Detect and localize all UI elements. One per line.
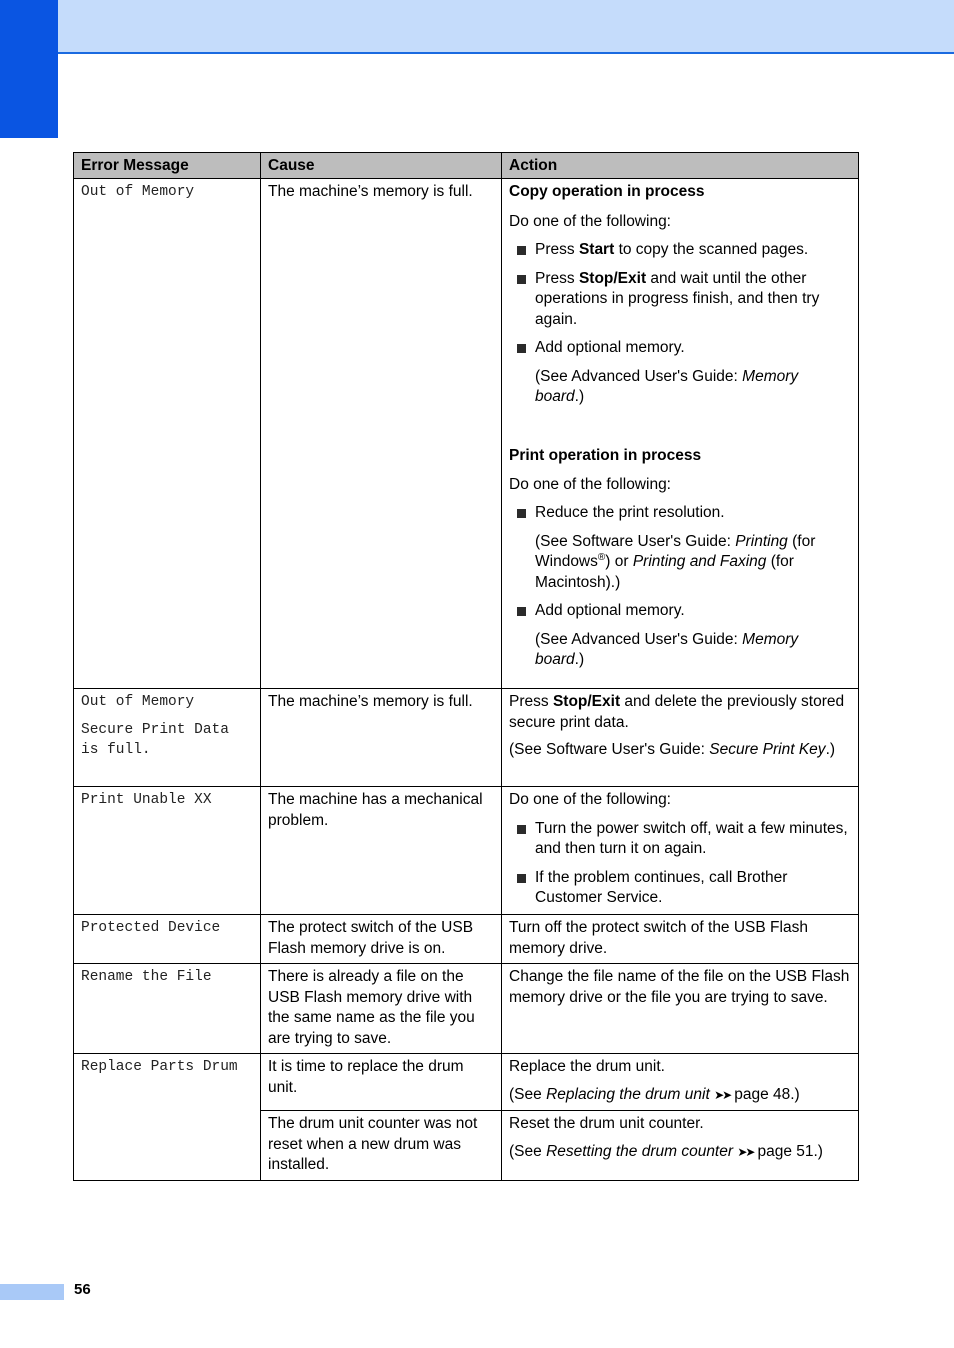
bullet-item: Reduce the print resolution. — [509, 503, 851, 523]
table-row — [74, 964, 859, 1054]
header-error-message: Error Message — [74, 153, 261, 179]
error-message-cell: Out of Memory — [74, 179, 261, 689]
see-reference: (See Replacing the drum unit ➤➤ page 48.) — [509, 1085, 800, 1103]
chapter-tab — [0, 0, 58, 138]
error-table — [73, 152, 859, 1181]
bullet-item: Add optional memory. — [509, 338, 851, 358]
action-cell: Do one of the following: Turn the power switch off, wait a few minutes, and then turn it on again. If the problem continues, call Brother Customer Service. — [502, 787, 859, 915]
header-cause: Cause — [261, 153, 502, 179]
bullet-item: Turn the power switch off, wait a few minutes, and then turn it on again. — [509, 819, 851, 860]
header-action: Action — [502, 153, 859, 179]
double-arrow-icon: ➤➤ — [737, 1144, 754, 1159]
action-cell: Replace the drum unit. (See Replacing the drum unit ➤➤ page 48.) — [502, 1054, 859, 1111]
action-cell: Change the file name of the file on the USB Flash memory drive or the file you are trying to save. — [502, 964, 859, 1054]
section-title: Print operation in process — [509, 446, 702, 464]
action-cell: Reset the drum unit counter. (See Resetting the drum counter ➤➤ page 51.) — [502, 1111, 859, 1180]
bullet-item: Press Start to copy the scanned pages. — [509, 240, 851, 260]
cause-cell: It is time to replace the drum unit. — [261, 1054, 502, 1111]
header-band — [0, 0, 954, 54]
cause-cell: The protect switch of the USB Flash memory drive is on. — [261, 915, 502, 964]
table-row — [74, 787, 859, 915]
table-row — [74, 689, 859, 787]
error-message-cell: Rename the File — [74, 964, 261, 1054]
intro-text: Do one of the following: — [509, 475, 671, 493]
bullet-item: If the problem continues, call Brother Customer Service. — [509, 868, 851, 909]
intro-text: Do one of the following: — [509, 212, 671, 230]
footer-band — [0, 1284, 64, 1300]
action-cell — [502, 179, 859, 689]
see-reference: (See Software User's Guide: Printing (for Windows®) or Printing and Faxing (for Macintosh).) — [535, 532, 816, 591]
table-header-row — [74, 153, 859, 179]
see-reference: (See Advanced User's Guide: Memory board.) — [535, 367, 799, 406]
see-reference: (See Advanced User's Guide: Memory board.) — [535, 630, 799, 669]
bullet-item: Add optional memory. — [509, 601, 851, 621]
section-title: Copy operation in process — [509, 183, 705, 201]
see-reference: (See Resetting the drum counter ➤➤ page 51.) — [509, 1142, 823, 1160]
table-row — [74, 1054, 859, 1111]
action-cell: Turn off the protect switch of the USB Flash memory drive. — [502, 915, 859, 964]
error-message-cell: Out of Memory Secure Print Data is full. — [74, 689, 261, 787]
error-message-cell: Replace Parts Drum — [74, 1054, 261, 1180]
error-message-cell: Protected Device — [74, 915, 261, 964]
cause-cell: The machine’s memory is full. — [261, 689, 502, 787]
cause-cell: There is already a file on the USB Flash memory drive with the same name as the file you are trying to save. — [261, 964, 502, 1054]
table-row — [74, 179, 859, 689]
see-reference: (See Software User's Guide: Secure Print Key.) — [509, 741, 836, 759]
bullet-item: Press Stop/Exit and wait until the other operations in progress finish, and then try again. — [509, 269, 851, 330]
error-message-cell: Print Unable XX — [74, 787, 261, 915]
cause-cell: The drum unit counter was not reset when a new drum was installed. — [261, 1111, 502, 1180]
page-number: 56 — [74, 1281, 91, 1298]
double-arrow-icon: ➤➤ — [714, 1087, 731, 1102]
cause-cell: The machine’s memory is full. — [261, 179, 502, 689]
table-row — [74, 915, 859, 964]
cause-cell: The machine has a mechanical problem. — [261, 787, 502, 915]
action-cell: Press Stop/Exit and delete the previously stored secure print data. (See Software User's Guide: Secure Print Key.) — [502, 689, 859, 787]
